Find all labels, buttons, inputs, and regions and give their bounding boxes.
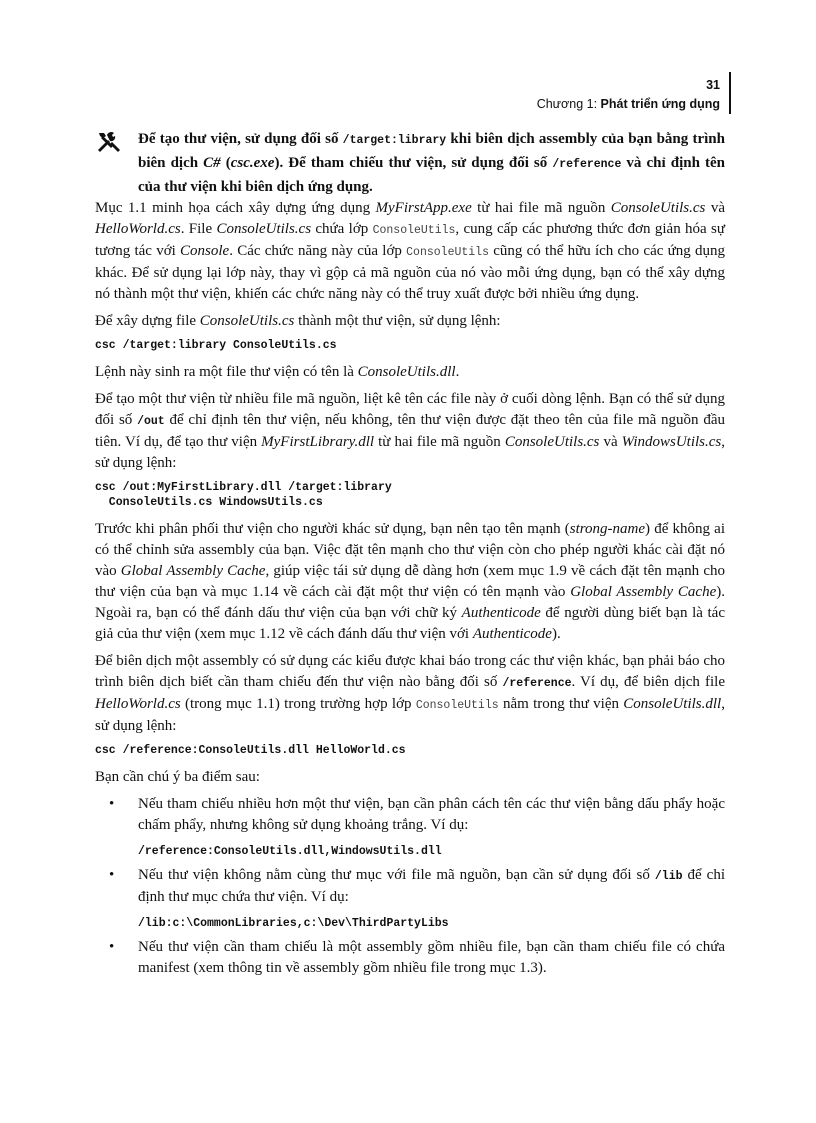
paragraph: Lệnh này sinh ra một file thư viện có tên là ConsoleUtils.dll. — [95, 364, 460, 380]
bullet-list — [95, 794, 725, 979]
code-block: /lib:c:\CommonLibraries,c:\Dev\ThirdPartyLibs — [138, 917, 449, 930]
bullet-marker: • — [109, 796, 115, 812]
chapter-heading — [537, 95, 720, 114]
tip-box — [95, 128, 725, 198]
list-item: • Nếu thư viện cần tham chiếu là một assembly gồm nhiều file, bạn cần tham chiếu file có chứa manifest (xem thông tin về assembly gồm nhiều file trong mục 1.3). — [109, 939, 725, 976]
paragraph: Để xây dựng file ConsoleUtils.cs thành một thư viện, sử dụng lệnh: — [95, 313, 501, 329]
code-block: csc /target:library ConsoleUtils.cs — [95, 339, 337, 352]
paragraph: Mục 1.1 minh họa cách xây dựng ứng dụng MyFirstApp.exe từ hai file mã nguồn ConsoleUtils.cs và HelloWorld.cs. File ConsoleUtils.cs chứa lớp ConsoleUtils, cung cấp các phương thức đơn giản hóa sự tương tác với Console. Các chức năng này của lớp ConsoleUtils cũng có thể hữu ích cho các ứng dụng khác. Để sử dụng lại lớp này, thay vì gộp cả mã nguồn của nó vào mỗi ứng dụng, bạn có thể xây dựng nó thành một thư viện, khiến các chức năng này có thể truy xuất được bởi nhiều ứng dụng. — [95, 200, 726, 302]
bullet-marker: • — [109, 867, 115, 883]
page-number: 31 — [706, 78, 720, 92]
paragraph: Để tạo một thư viện từ nhiều file mã nguồn, liệt kê tên các file này ở cuối dòng lệnh. Bạn có thể sử dụng đối số /out để chỉ định tên thư viện, nếu không, tên thư viện được đặt theo tên của file mã nguồn đầu tiên. Ví dụ, để tạo thư viện MyFirstLibrary.dll từ hai file mã nguồn ConsoleUtils.cs và WindowsUtils.cs, sử dụng lệnh: — [95, 391, 726, 471]
paragraph: Để biên dịch một assembly có sử dụng các kiểu được khai báo trong các thư viện khác, bạn phải báo cho trình biên dịch biết cần tham chiếu đến thư viện nào bằng đối số /reference. Ví dụ, để biên dịch file HelloWorld.cs (trong mục 1.1) trong trường hợp lớp ConsoleUtils nằm trong thư viện ConsoleUtils.dll, sử dụng lệnh: — [95, 653, 725, 734]
code-block: csc /out:MyFirstLibrary.dll /target:library ConsoleUtils.cs WindowsUtils.cs — [95, 481, 392, 509]
bullet-marker: • — [109, 939, 115, 955]
tools-icon — [95, 130, 123, 154]
code-block: csc /reference:ConsoleUtils.dll HelloWorld.cs — [95, 744, 406, 757]
chapter-prefix: Chương 1: — [536, 97, 601, 111]
paragraph: Trước khi phân phối thư viện cho người khác sử dụng, bạn nên tạo tên mạnh (strong-name) để không ai có thể chỉnh sửa assembly của bạn. Việc đặt tên mạnh cho thư viện còn cho phép người khác cài đặt nó vào Global Assembly Cache, giúp việc tái sử dụng dễ dàng hơn (xem mục 1.9 về cách đặt tên mạnh cho thư viện của bạn và mục 1.14 về cách cài đặt một thư viện có tên mạnh vào Global Assembly Cache). Ngoài ra, bạn có thể đánh dấu thư viện của bạn với chữ ký Authenticode để người dùng biết bạn là tác giả của thư viện (xem mục 1.12 về cách đánh dấu thư viện với Authenticode). — [95, 521, 726, 642]
page-header — [537, 76, 720, 114]
list-item: • Nếu tham chiếu nhiều hơn một thư viện, bạn cần phân cách tên các thư viện bằng dấu phẩy hoặc chấm phẩy, nhưng không sử dụng khoảng trắng. Ví dụ: /reference:ConsoleUtils.dll,WindowsUtils.dll — [109, 796, 725, 858]
list-item: • Nếu thư viện không nằm cùng thư mục với file mã nguồn, bạn cần sử dụng đối số /lib để chỉ định thư mục chứa thư viện. Ví dụ: /lib:c:\CommonLibraries,c:\Dev\ThirdPartyLibs — [109, 867, 726, 930]
code-block: /reference:ConsoleUtils.dll,WindowsUtils.dll — [138, 845, 442, 858]
tip-text: Để tạo thư viện, sử dụng đối số /target:library khi biên dịch assembly của bạn bằng trình biên dịch C# (csc.exe). Để tham chiếu thư viện, sử dụng đối số /reference và chỉ định tên của thư viện khi biên dịch ứng dụng. — [138, 131, 725, 195]
paragraph: Bạn cần chú ý ba điểm sau: — [95, 769, 260, 785]
body-text — [95, 198, 725, 985]
chapter-title: Phát triển ứng dụng — [600, 97, 720, 111]
header-rule — [729, 72, 731, 114]
